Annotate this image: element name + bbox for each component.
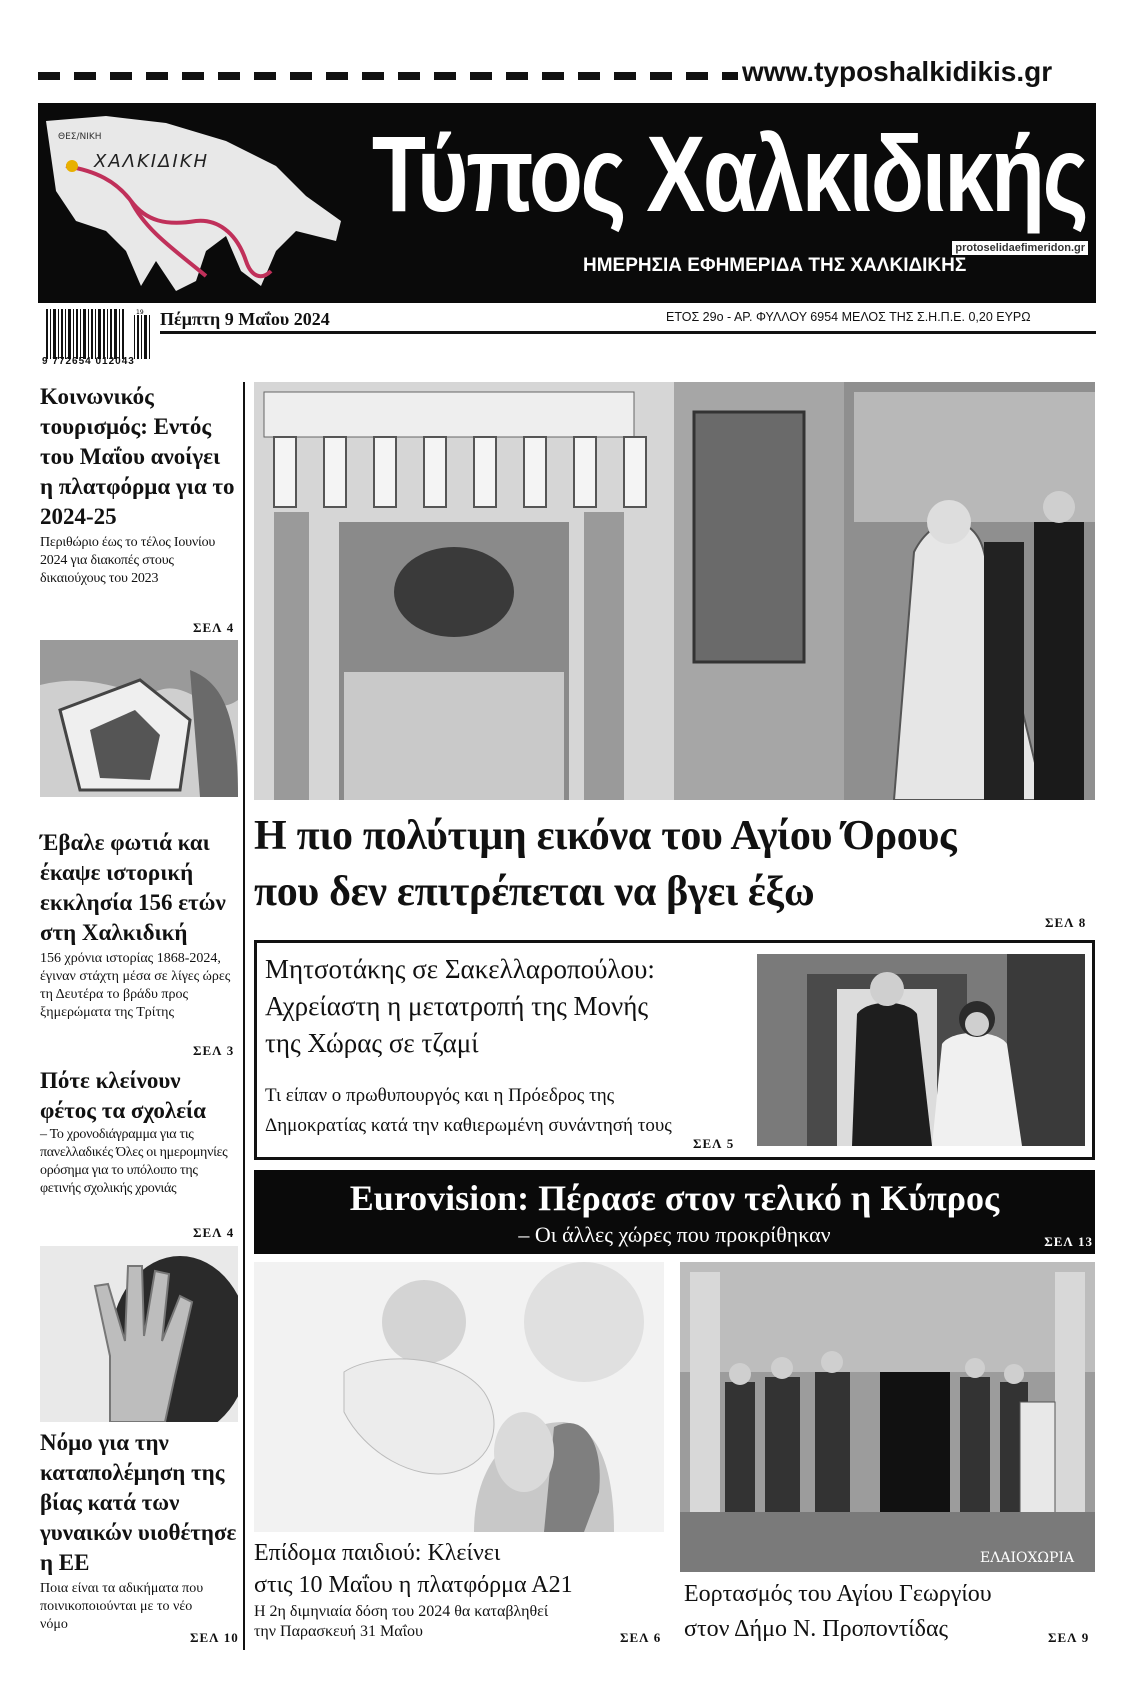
box-story-headline[interactable]: [265, 951, 655, 1062]
photo-caption: ΕΛΑΙΟΧΩΡΙΑ: [980, 1550, 1075, 1566]
page-ref: ΣΕΛ 6: [620, 1630, 662, 1645]
newspaper-title: Τύπος Χαλκιδικής: [371, 113, 1086, 234]
sidebar-story-schools[interactable]: [40, 1066, 240, 1198]
sidebar-story-violence-law[interactable]: [40, 1428, 240, 1634]
page-ref: ΣΕΛ 9: [1048, 1630, 1090, 1645]
page-ref: ΣΕΛ 4: [193, 1225, 235, 1240]
page-ref: ΣΕΛ 3: [193, 1043, 235, 1058]
bottom-left-headline-line2[interactable]: στις 10 Μαΐου η πλατφόρμα Α21: [254, 1572, 573, 1598]
newspaper-subtitle: ΗΜΕΡΗΣΙΑ ΕΦΗΜΕΡΙΔΑ ΤΗΣ ΧΑΛΚΙΔΙΚΗΣ: [583, 255, 967, 276]
masthead: [38, 103, 1096, 303]
eurovision-banner[interactable]: [254, 1170, 1095, 1254]
bottom-left-summary: [254, 1602, 664, 1642]
bottom-right-headline[interactable]: [684, 1577, 1095, 1647]
bottom-left-headline[interactable]: [254, 1537, 664, 1601]
bottom-right-headline-line2[interactable]: στον Δήμο Ν. Προποντίδας: [684, 1616, 949, 1642]
photo-raised-hand: [40, 1246, 238, 1422]
photo-mother-baby: [254, 1262, 664, 1532]
column-divider: [243, 382, 245, 1650]
bottom-left-summary-line2: την Παρασκευή 31 Μαΐου: [254, 1623, 423, 1640]
story-summary: – Το χρονοδιάγραμμα για τις πανελλαδικές Όλες οι ημερομηνίες ορόσημα για το υπόλοιπο της φετινής σχολικής χρονιάς: [40, 1127, 228, 1196]
sidebar-story-church-fire[interactable]: [40, 828, 238, 1022]
edition-info: ΕΤΟΣ 29ο - ΑΡ. ΦΥΛΛΟΥ 6954 ΜΕΛΟΣ ΤΗΣ Σ.Η.Π.Ε. 0,20 ΕΥΡΩ: [666, 310, 1031, 324]
bottom-right-headline-line1[interactable]: Εορτασμός του Αγίου Γεωργίου: [684, 1581, 992, 1607]
map-label-thessaloniki: ΘΕΣ/ΝΙΚΗ: [58, 132, 102, 142]
box-summary-line2: Δημοκρατίας κατά την καθιερωμένη συνάντησή τους: [265, 1115, 672, 1136]
box-story-summary: [265, 1081, 672, 1141]
barcode: [46, 306, 154, 362]
box-headline-line3[interactable]: της Χώρας σε τζαμί: [265, 1028, 479, 1058]
bottom-left-summary-line1: Η 2η διμηνιαία δόση του 2024 θα καταβληθεί: [254, 1603, 549, 1620]
sidebar-story-social-tourism[interactable]: [40, 382, 238, 588]
lead-headline-line1[interactable]: Η πιο πολύτιμη εικόνα του Αγίου Όρους: [254, 813, 957, 859]
barcode-number: 9 772654 012043: [42, 356, 135, 367]
story-headline[interactable]: Πότε κλείνουν φέτος τα σχολεία: [40, 1068, 206, 1123]
page-ref: ΣΕΛ 5: [693, 1136, 735, 1151]
page-ref: ΣΕΛ 10: [190, 1630, 239, 1645]
page-ref: ΣΕΛ 8: [1045, 915, 1087, 930]
watermark: protoselidaefimeridon.gr: [952, 241, 1088, 255]
page-ref: ΣΕΛ 4: [193, 620, 235, 635]
header-rule: [160, 331, 1096, 334]
story-summary: Ποια είναι τα αδικήματα που ποινικοποιούνται με το νέο νόμο: [40, 1581, 204, 1632]
chalkidiki-map-logo: [46, 111, 341, 294]
barcode-issue: 19: [136, 309, 144, 316]
decorative-dashed-line: [38, 72, 738, 80]
story-summary: 156 χρόνια ιστορίας 1868-2024, έγιναν στάχτη μέσα σε λίγες ώρες τη Δευτέρα το βράδυ προς ξημερώματα της Τρίτης: [40, 951, 231, 1020]
photo-agios-georgios-celebration: [680, 1262, 1095, 1572]
story-headline[interactable]: Έβαλε φωτιά και έκαψε ιστορική εκκλησία 156 ετών στη Χαλκιδική: [40, 830, 226, 945]
lead-headline-line2[interactable]: που δεν επιτρέπεται να βγει έξω: [254, 869, 815, 915]
story-headline[interactable]: Κοινωνικός τουρισμός: Εντός του Μαΐου ανοίγει η πλατφόρμα για το 2024-25: [40, 384, 235, 529]
eurovision-headline[interactable]: Eurovision: Πέρασε στον τελικό η Κύπρος: [349, 1178, 1000, 1218]
page-ref: ΣΕΛ 13: [1044, 1234, 1093, 1249]
box-headline-line1[interactable]: Μητσοτάκης σε Σακελλαροπούλου:: [265, 954, 655, 984]
website-link[interactable]: www.typoshalkidikis.gr: [742, 56, 1053, 87]
photo-mitsotakis-sakellaropoulou: [757, 954, 1085, 1146]
box-headline-line2[interactable]: Αχρείαστη η μετατροπή της Μονής: [265, 991, 649, 1021]
box-summary-line1: Τι είπαν ο πρωθυπουργός και η Πρόεδρος της: [265, 1085, 615, 1106]
box-story-mitsotakis[interactable]: [254, 940, 1095, 1160]
map-label-chalkidiki: ΧΑΛΚΙΔΙΚΗ: [94, 151, 210, 172]
lead-headline[interactable]: [254, 808, 1095, 920]
lead-photo-mount-athos-icon: [254, 382, 1095, 800]
bottom-left-headline-line1[interactable]: Επίδομα παιδιού: Κλείνει: [254, 1540, 501, 1566]
story-summary: Περιθώριο έως το τέλος Ιουνίου 2024 για διακοπές στους δικαιούχους του 2023: [40, 535, 216, 586]
eurovision-subhead: – Οι άλλες χώρες που προκρίθηκαν: [518, 1222, 831, 1247]
story-headline[interactable]: Νόμο για την καταπολέμηση της βίας κατά των γυναικών υιοθέτησε η ΕΕ: [40, 1430, 237, 1575]
issue-date: Πέμπτη 9 Μαΐου 2024: [160, 309, 330, 329]
photo-burned-church: [40, 640, 238, 797]
